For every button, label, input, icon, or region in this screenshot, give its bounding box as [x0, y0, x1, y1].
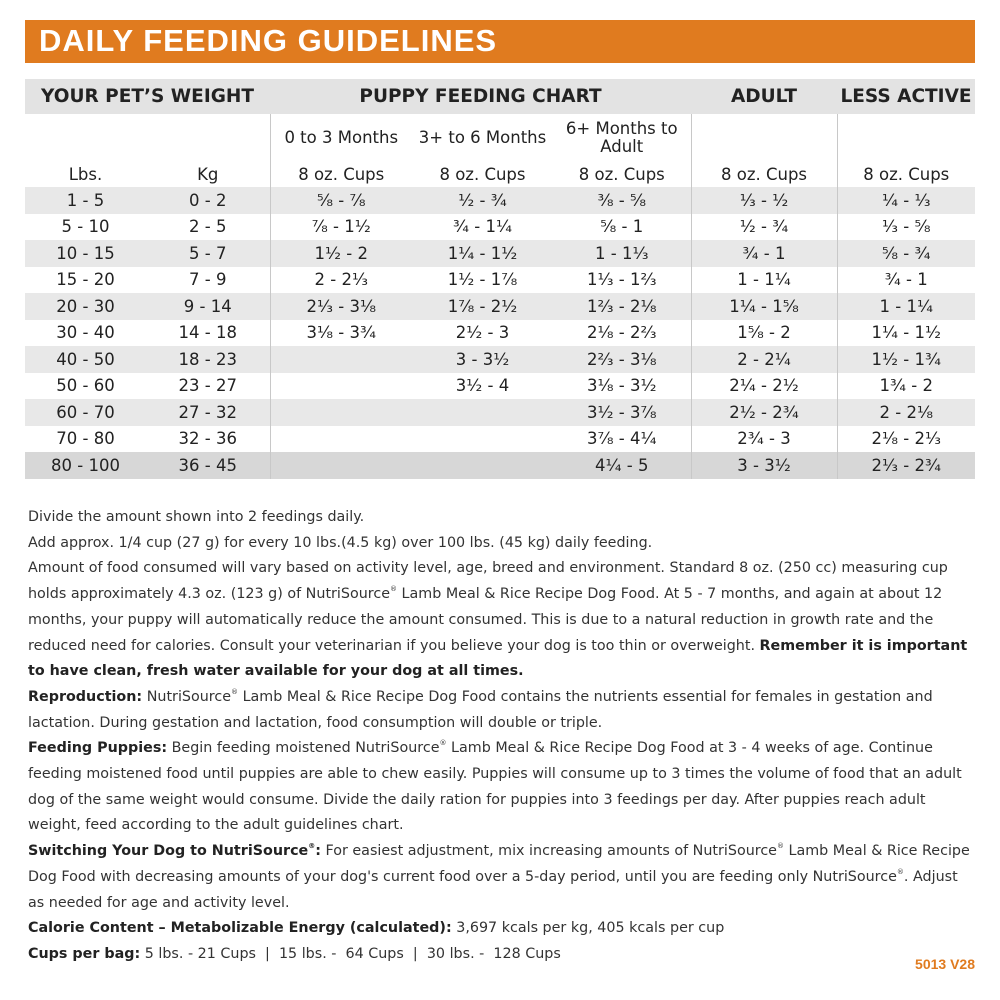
- feeding-notes: [28, 505, 978, 968]
- table-cell: ¹⁄₃ - ⁵⁄₈: [837, 214, 975, 241]
- table-cell: 40 - 50: [25, 346, 146, 373]
- table-cell: 14 - 18: [178, 323, 237, 343]
- unit-lbs: Lbs.: [25, 162, 146, 187]
- table-cell: ¹⁄₃ - ¹⁄₂: [691, 187, 837, 214]
- table-row: [25, 320, 975, 347]
- table-cell: 1¹⁄₂ - 2: [270, 240, 412, 267]
- table-cell: 1²⁄₃ - 2¹⁄₈: [553, 293, 691, 320]
- puppy-header: PUPPY FEEDING CHART: [270, 79, 691, 114]
- table-cell: 7 - 9: [189, 270, 227, 290]
- table-row: [25, 373, 975, 400]
- table-cell: 20 - 30: [25, 293, 146, 320]
- table-cell: 2¹⁄₂ - 2³⁄₄: [691, 399, 837, 426]
- table-cell: [270, 399, 412, 426]
- table-cell: 15 - 20: [56, 270, 115, 290]
- table-cell: [412, 399, 553, 426]
- note-amount: Amount of food consumed will vary based on activity level, age, breed and environment. Standard 8 oz. (250 cc) measuring cup holds approximately 4.3 oz. (123 g) of NutriSource® Lamb Meal & Rice Recipe Dog Food. At 5 - 7 months, and again at about 12 months, your puppy will automatically reduce the amount consumed. This is due to a natural reduction in growth rate and the reduced need for calories. Consult your veterinarian if you believe your dog is too thin or overweight. Remember it is important to have clean, fresh water available for your dog at all times.: [28, 560, 968, 680]
- table-cell: 1¹⁄₄ - 1⁵⁄₈: [691, 293, 837, 320]
- table-cell: ⁷⁄₈ - 1¹⁄₂: [270, 214, 412, 241]
- table-cell: ⁵⁄₈ - ⁷⁄₈: [270, 187, 412, 214]
- table-cell: 0 - 2: [146, 187, 270, 214]
- table-cell: ⁵⁄₈ - 1: [600, 217, 644, 237]
- table-cell: 2¹⁄₃ - 3¹⁄₈: [270, 293, 412, 320]
- table-cell: 2 - 2¹⁄₈: [837, 399, 975, 426]
- table-cell: 1¹⁄₄ - 1¹⁄₂: [412, 240, 553, 267]
- table-cell: ¹⁄₄ - ¹⁄₃: [837, 187, 975, 214]
- table-cell: 23 - 27: [178, 376, 237, 396]
- adult-header: ADULT: [691, 79, 837, 114]
- unit-cups: 8 oz. Cups: [691, 162, 837, 187]
- table-cell: 2 - 2¹⁄₃: [270, 267, 412, 294]
- table-cell: 32 - 36: [178, 429, 237, 449]
- table-cell: 30 - 40: [56, 323, 115, 343]
- table-cell: 3 - 3¹⁄₂: [412, 346, 553, 373]
- table-row: [25, 452, 975, 479]
- table-cell: ¹⁄₂ - ³⁄₄: [691, 214, 837, 241]
- table-row: [25, 267, 975, 294]
- table-cell: 3¹⁄₈ - 3¹⁄₂: [587, 376, 657, 396]
- table-cell: 2¹⁄₈ - 2²⁄₃: [587, 323, 657, 343]
- product-code: 5013 V28: [915, 956, 975, 972]
- table-cell: 3 - 3¹⁄₂: [691, 452, 837, 479]
- water-reminder: Remember it is important to have clean, fresh water available for your dog at all times.: [28, 637, 968, 680]
- table-cell: 2¹⁄₂ - 3: [455, 323, 510, 343]
- table-cell: 1¹⁄₄ - 1¹⁄₂: [837, 320, 975, 347]
- table-cell: 2 - 5: [189, 217, 227, 237]
- table-cell: 36 - 45: [146, 452, 270, 479]
- group-header-row: [25, 79, 975, 114]
- table-row: [25, 346, 975, 373]
- table-row: [25, 293, 975, 320]
- table-row: [25, 240, 975, 267]
- table-cell: 2³⁄₄ - 3: [691, 426, 837, 453]
- feeding-table: [25, 79, 975, 479]
- note-calorie: Calorie Content – Metabolizable Energy (calculated): 3,697 kcals per kg, 405 kcals per cup: [28, 920, 725, 937]
- table-cell: 3¹⁄₂ - 4: [455, 376, 510, 396]
- table-cell: 5 - 7: [146, 240, 270, 267]
- page-title: DAILY FEEDING GUIDELINES: [39, 23, 498, 58]
- table-cell: 1⁵⁄₈ - 2: [691, 320, 837, 347]
- table-cell: [270, 373, 412, 400]
- table-cell: [270, 346, 412, 373]
- puppy-age-0-3: 0 to 3 Months: [284, 128, 399, 147]
- table-cell: ⁵⁄₈ - ³⁄₄: [837, 240, 975, 267]
- unit-cups: 8 oz. Cups: [553, 162, 691, 187]
- table-cell: 9 - 14: [146, 293, 270, 320]
- note-feeding-puppies: Feeding Puppies: Begin feeding moistened NutriSource® Lamb Meal & Rice Recipe Dog Food at 3 - 4 weeks of age. Continue feeding moistened food until puppies are able to chew easily. Puppies will consume up to 3 times the volume of food that an adult dog of the same weight would consume. Divide the daily ration for puppies into 3 feedings per day. After puppies reach adult weight, feed according to the adult guidelines chart.: [28, 739, 962, 834]
- unit-kg: Kg: [146, 162, 270, 187]
- table-row: [25, 214, 975, 241]
- table-cell: 1⁷⁄₈ - 2¹⁄₂: [412, 293, 553, 320]
- table-cell: [270, 426, 412, 453]
- table-cell: 2¹⁄₃ - 2³⁄₄: [837, 452, 975, 479]
- note-reproduction: Reproduction: NutriSource® Lamb Meal & Rice Recipe Dog Food contains the nutrients essential for females in gestation and lactation. During gestation and lactation, food consumption will double or triple.: [28, 687, 933, 731]
- table-cell: 1 - 5: [25, 187, 146, 214]
- table-cell: 2²⁄₃ - 3¹⁄₈: [553, 346, 691, 373]
- puppy-age-3-6: 3+ to 6 Months: [418, 128, 547, 147]
- table-cell: [412, 426, 553, 453]
- less-active-header: LESS ACTIVE: [837, 79, 975, 114]
- table-cell: 50 - 60: [56, 376, 115, 396]
- table-cell: 1¹⁄₂ - 1⁷⁄₈: [447, 270, 518, 290]
- table-cell: 4¹⁄₄ - 5: [553, 452, 691, 479]
- table-cell: ³⁄₄ - 1: [837, 267, 975, 294]
- table-cell: 1 - 1¹⁄₄: [691, 267, 837, 294]
- table-cell: 27 - 32: [146, 399, 270, 426]
- table-cell: 1¹⁄₂ - 1³⁄₄: [837, 346, 975, 373]
- table-row: [25, 426, 975, 453]
- note-add: Add approx. 1/4 cup (27 g) for every 10 lbs.(4.5 kg) over 100 lbs. (45 kg) daily feeding.: [28, 534, 653, 551]
- unit-row: [25, 162, 975, 187]
- table-cell: 70 - 80: [56, 429, 115, 449]
- table-cell: ¹⁄₂ - ³⁄₄: [412, 187, 553, 214]
- table-cell: ³⁄₄ - 1: [691, 240, 837, 267]
- unit-cups: 8 oz. Cups: [412, 162, 553, 187]
- note-divide: Divide the amount shown into 2 feedings daily.: [28, 509, 365, 525]
- table-cell: 18 - 23: [146, 346, 270, 373]
- table-cell: 2 - 2¹⁄₄: [691, 346, 837, 373]
- table-cell: 3¹⁄₈ - 3³⁄₄: [270, 320, 412, 347]
- weight-header: YOUR PET’S WEIGHT: [25, 79, 270, 114]
- table-cell: 1³⁄₄ - 2: [837, 373, 975, 400]
- table-cell: [270, 452, 412, 479]
- table-row: [25, 187, 975, 214]
- table-cell: 2¹⁄₄ - 2¹⁄₂: [691, 373, 837, 400]
- table-cell: 10 - 15: [25, 240, 146, 267]
- title-banner: [25, 20, 975, 63]
- unit-cups: 8 oz. Cups: [270, 162, 412, 187]
- unit-cups: 8 oz. Cups: [837, 162, 975, 187]
- table-cell: 2¹⁄₈ - 2¹⁄₃: [837, 426, 975, 453]
- table-cell: 5 - 10: [61, 217, 110, 237]
- table-cell: 80 - 100: [25, 452, 146, 479]
- table-cell: ³⁄₈ - ⁵⁄₈: [553, 187, 691, 214]
- table-cell: 1 - 1¹⁄₃: [553, 240, 691, 267]
- note-switching: Switching Your Dog to NutriSource®: For easiest adjustment, mix increasing amounts of NutriSource® Lamb Meal & Rice Recipe Dog Food with decreasing amounts of your dog's current food over a 5-day period, until you are feeding only NutriSource®. Adjust as needed for age and activity level.: [28, 842, 970, 911]
- table-cell: 3⁷⁄₈ - 4¹⁄₄: [587, 429, 657, 449]
- puppy-age-6-adult: 6+ Months to Adult: [565, 119, 678, 156]
- table-cell: 3¹⁄₂ - 3⁷⁄₈: [553, 399, 691, 426]
- table-row: [25, 399, 975, 426]
- table-cell: [412, 452, 553, 479]
- table-cell: 1¹⁄₃ - 1²⁄₃: [587, 270, 657, 290]
- note-cups-per-bag: Cups per bag: 5 lbs. - 21 Cups | 15 lbs. - 64 Cups | 30 lbs. - 128 Cups: [28, 945, 561, 962]
- table-cell: 1 - 1¹⁄₄: [837, 293, 975, 320]
- table-cell: ³⁄₄ - 1¹⁄₄: [453, 217, 512, 237]
- age-subheader-row: [25, 114, 975, 162]
- table-cell: 60 - 70: [25, 399, 146, 426]
